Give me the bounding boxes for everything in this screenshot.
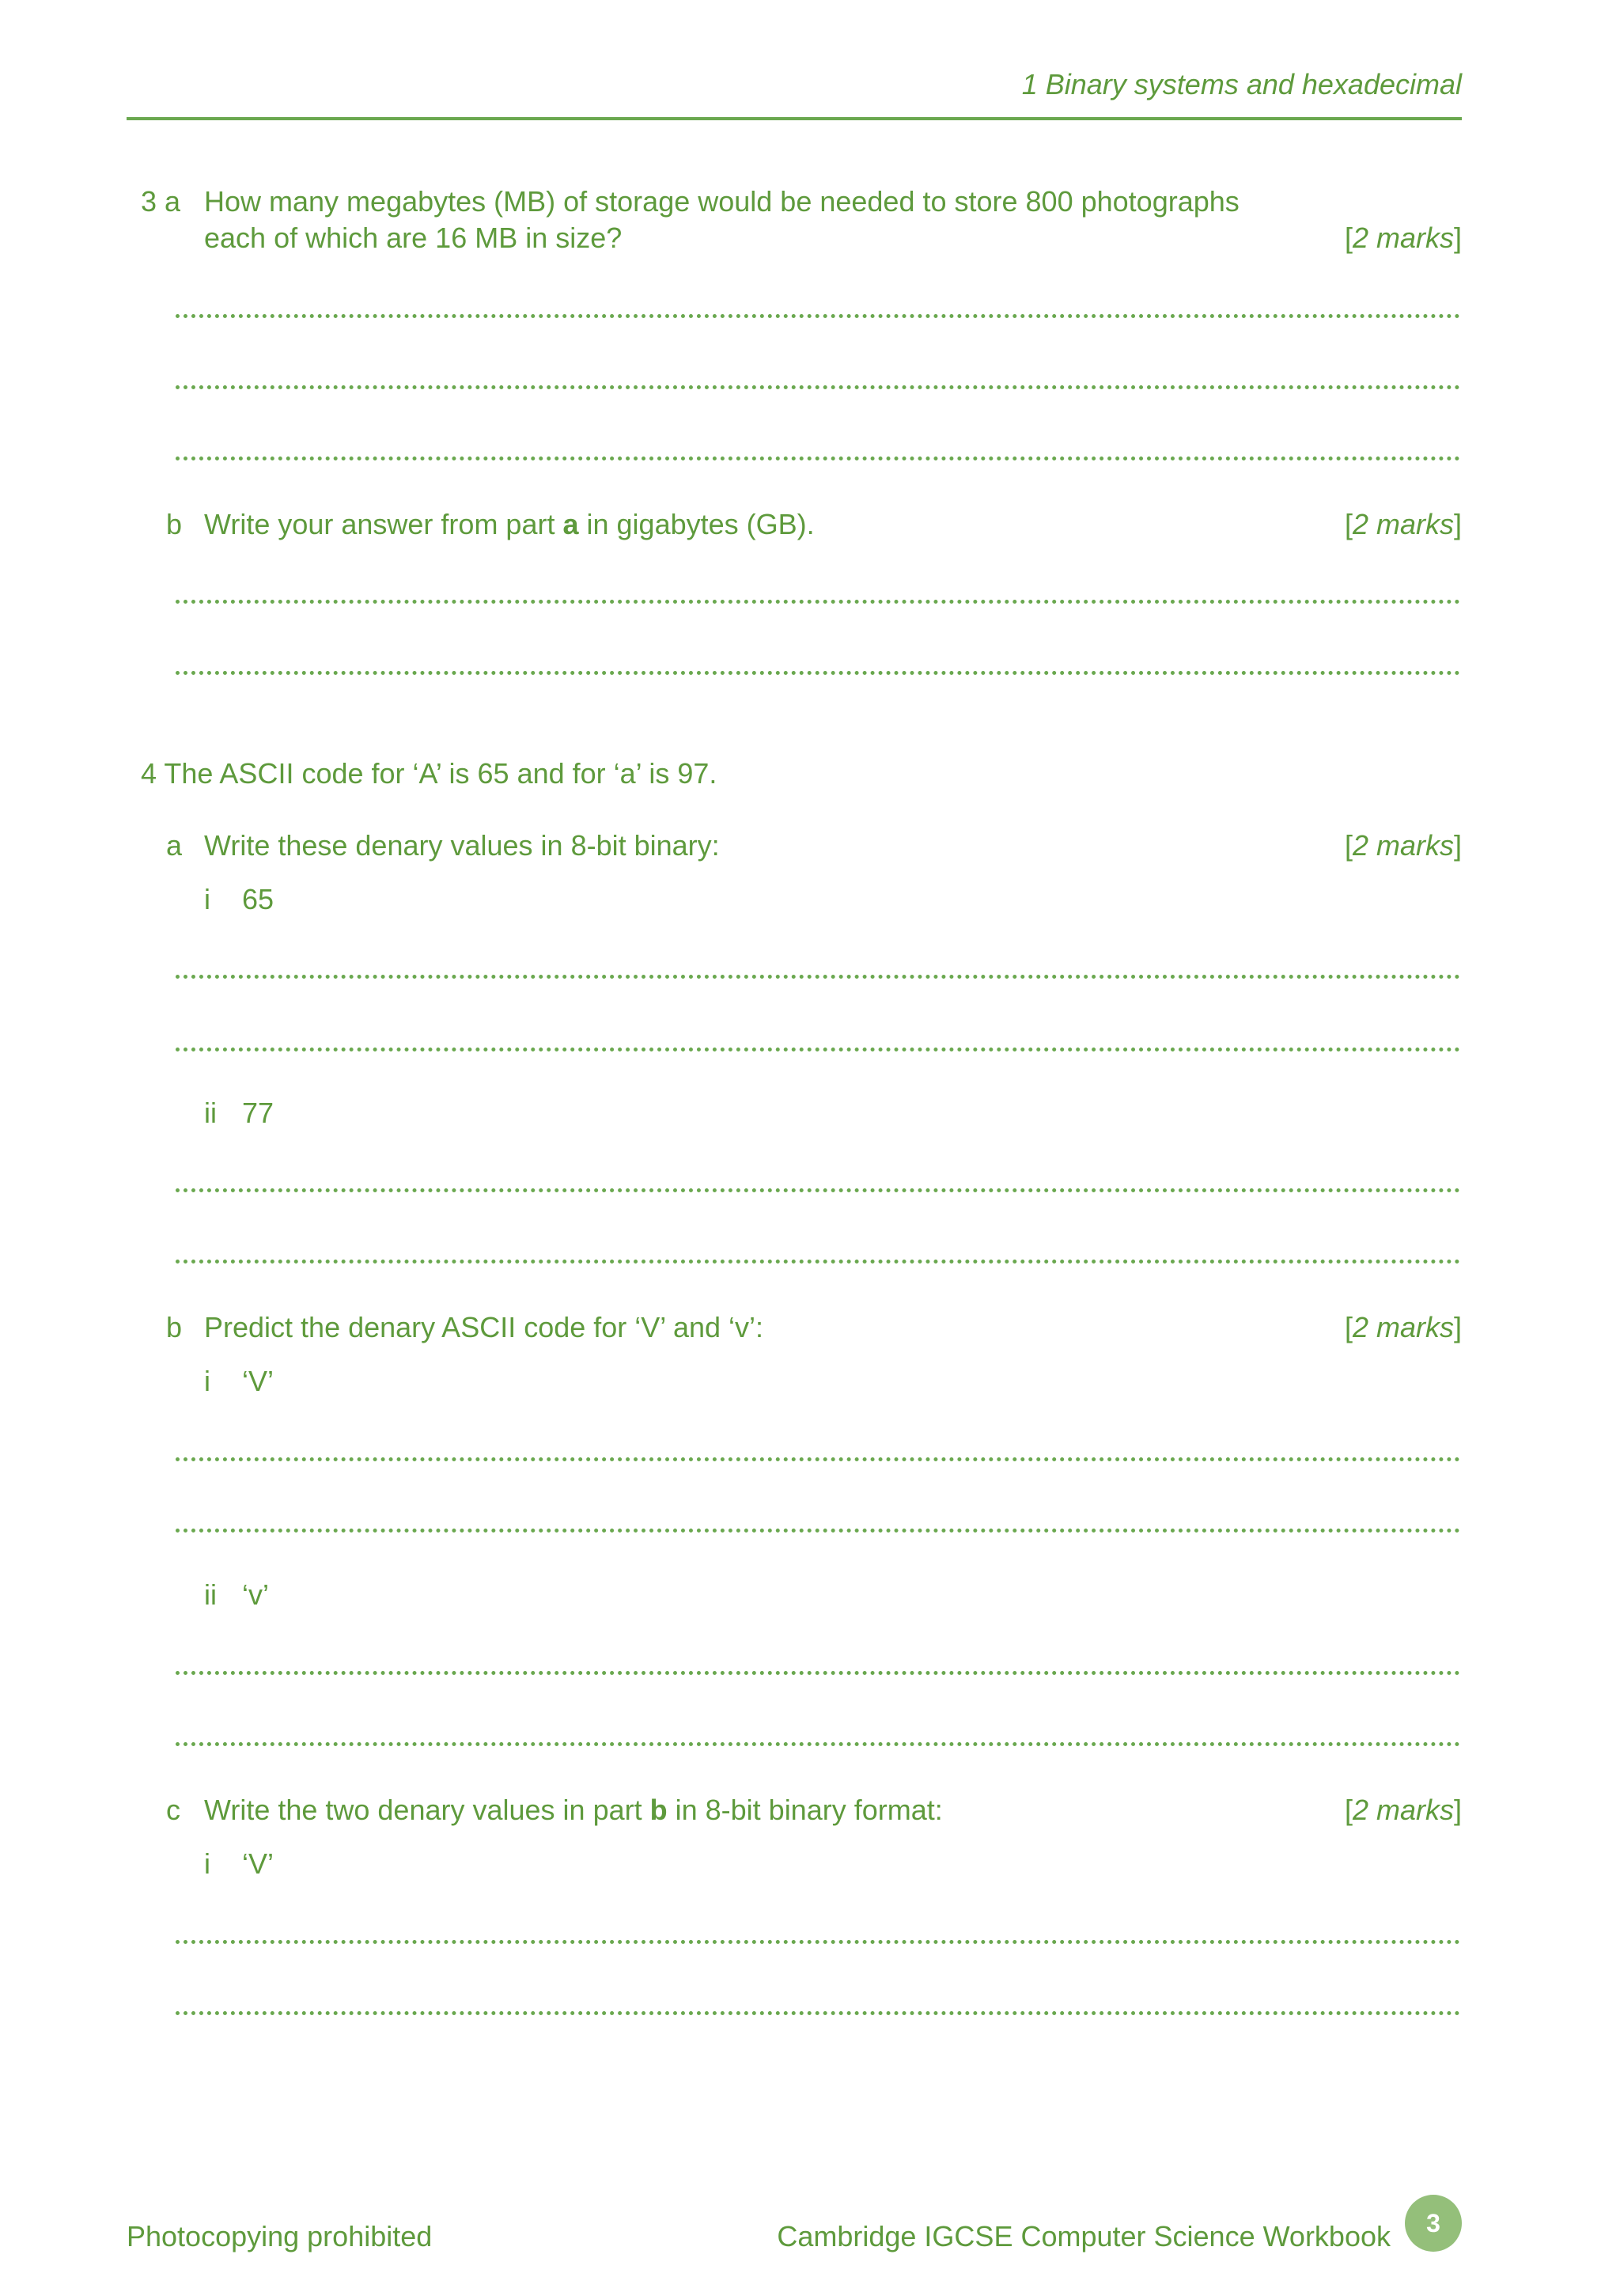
q3b-label: b <box>166 508 183 540</box>
answer-line[interactable] <box>176 975 1460 979</box>
answer-line[interactable] <box>176 600 1460 604</box>
answer-line[interactable] <box>176 2011 1460 2015</box>
answer-line[interactable] <box>176 1671 1460 1675</box>
q4b-i-value: ‘V’ <box>242 1365 274 1397</box>
q4b-ii-label: ii <box>204 1578 217 1611</box>
q4a-ii-label: ii <box>204 1097 217 1129</box>
running-header <box>127 63 1462 120</box>
q4b-marks: [2 marks] <box>1344 1311 1462 1343</box>
q4a-i-value: 65 <box>242 883 274 915</box>
q3a-text-line1: How many megabytes (MB) of storage would be needed to store 800 photographs <box>204 185 1240 218</box>
q3b-text: Write your answer from part a in gigabytes (GB). <box>204 508 815 540</box>
q3a-number: 3 a <box>141 185 181 218</box>
answer-line[interactable] <box>176 671 1460 675</box>
q4b-label: b <box>166 1311 183 1343</box>
q4a-marks: [2 marks] <box>1344 829 1462 862</box>
q4b-ii-value: ‘v’ <box>242 1578 269 1611</box>
q4a-text: Write these denary values in 8-bit binary: <box>204 829 720 862</box>
footer-notice: Photocopying prohibited <box>127 2220 433 2252</box>
answer-line[interactable] <box>176 1457 1460 1461</box>
answer-line[interactable] <box>176 1188 1460 1192</box>
answer-line[interactable] <box>176 1260 1460 1264</box>
q4b-text: Predict the denary ASCII code for ‘V’ and ‘v’: <box>204 1311 764 1343</box>
answer-line[interactable] <box>176 314 1460 318</box>
answer-line[interactable] <box>176 1940 1460 1944</box>
q4a-label: a <box>166 829 183 862</box>
q4c-i-value: ‘V’ <box>242 1847 274 1880</box>
q4b-i-label: i <box>204 1365 210 1397</box>
answer-line[interactable] <box>176 1529 1460 1533</box>
q4a-ii-value: 77 <box>242 1097 274 1129</box>
q3a-text-line2: each of which are 16 MB in size? <box>204 222 623 254</box>
q4a-i-label: i <box>204 883 210 915</box>
q4c-label: c <box>166 1794 180 1826</box>
footer-book-title: Cambridge IGCSE Computer Science Workbook <box>777 2220 1391 2252</box>
answer-line[interactable] <box>176 385 1460 389</box>
q4-intro: 4 The ASCII code for ‘A’ is 65 and for ‘a’ is 97. <box>141 757 717 790</box>
chapter-title: 1 Binary systems and hexadecimal <box>1021 68 1462 100</box>
page-number-badge: 3 <box>1405 2195 1462 2252</box>
answer-line[interactable] <box>176 1742 1460 1746</box>
q4c-marks: [2 marks] <box>1344 1794 1462 1826</box>
q4c-i-label: i <box>204 1847 210 1880</box>
q3b-marks: [2 marks] <box>1344 508 1462 540</box>
q3a-marks: [2 marks] <box>1344 222 1462 254</box>
answer-line[interactable] <box>176 1048 1460 1051</box>
answer-line[interactable] <box>176 457 1460 460</box>
q4c-text: Write the two denary values in part b in 8-bit binary format: <box>204 1794 943 1826</box>
